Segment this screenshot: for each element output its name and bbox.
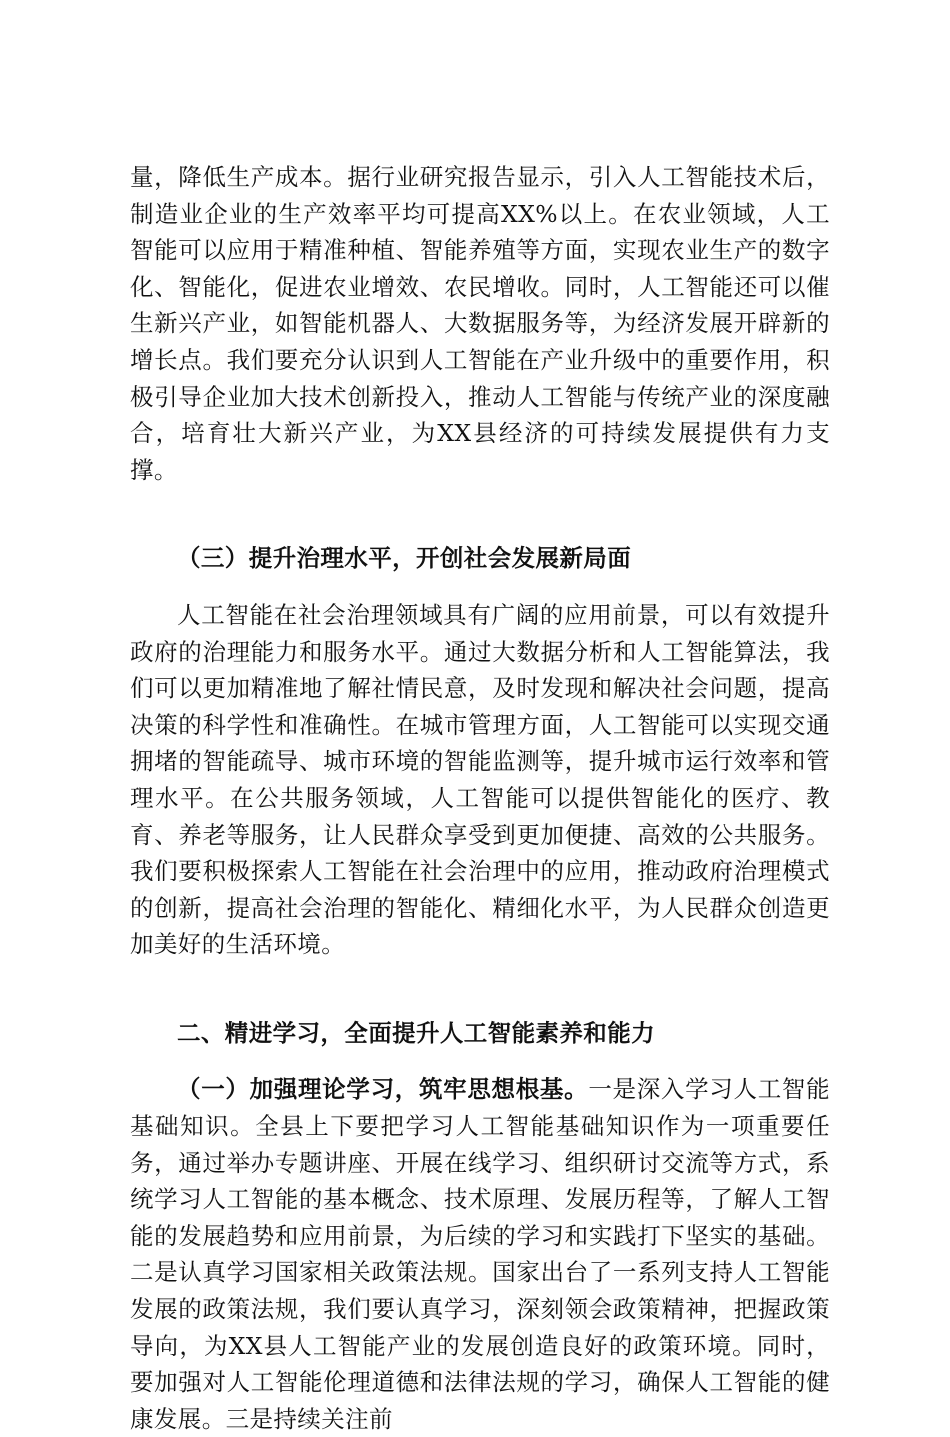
paragraph-body-text: 一是深入学习人工智能基础知识。全县上下要把学习人工智能基础知识作为一项重要任务，通过举办专题讲座、开展在线学习、组织研讨交流等方式，系统学习人工智能的基本概念、技术原理、发展历程等，了解人工智能的发展趋势和应用前景，为后续的学习和实践打下坚实的基础。二是认真学习国家相关政策法规。国家出台了一系列支持人工智能发展的政策法规，我们要认真学习，深刻领会政策精神，把握政策导向，为XX县人工智能产业的发展创造良好的政策环境。同时，要加强对人工智能伦理道德和法律法规的学习，确保人工智能的健康发展。三是持续关注前 [130, 1075, 830, 1433]
document-body [130, 159, 830, 1437]
subsection-heading-governance: （三）提升治理水平，开创社会发展新局面 [177, 544, 632, 573]
paragraph-theory-learning [130, 1071, 830, 1437]
paragraph-industry-upgrade: 量，降低生产成本。据行业研究报告显示，引入人工智能技术后，制造业企业的生产效率平均可提高XX%以上。在农业领域，人工智能可以应用于精准种植、智能养殖等方面，实现农业生产的数字化、智能化，促进农业增效、农民增收。同时，人工智能还可以催生新兴产业，如智能机器人、大数据服务等，为经济发展开辟新的增长点。我们要充分认识到人工智能在产业升级中的重要作用，积极引导企业加大技术创新投入，推动人工智能与传统产业的深度融合，培育壮大新兴产业，为XX县经济的可持续发展提供有力支撑。 [130, 163, 830, 484]
paragraph-social-governance: 人工智能在社会治理领域具有广阔的应用前景，可以有效提升政府的治理能力和服务水平。通过大数据分析和人工智能算法，我们可以更加精准地了解社情民意，及时发现和解决社会问题，提高决策的科学性和准确性。在城市管理方面，人工智能可以实现交通拥堵的智能疏导、城市环境的智能监测等，提升城市运行效率和管理水平。在公共服务领域，人工智能可以提供智能化的医疗、教育、养老等服务，让人民群众享受到更加便捷、高效的公共服务。我们要积极探索人工智能在社会治理中的应用，推动政府治理模式的创新，提高社会治理的智能化、精细化水平，为人民群众创造更加美好的生活环境。 [130, 600, 830, 959]
section-heading-learning: 二、精进学习，全面提升人工智能素养和能力 [177, 1018, 655, 1047]
paragraph-lead-heading: （一）加强理论学习，筑牢思想根基。 [177, 1075, 589, 1104]
